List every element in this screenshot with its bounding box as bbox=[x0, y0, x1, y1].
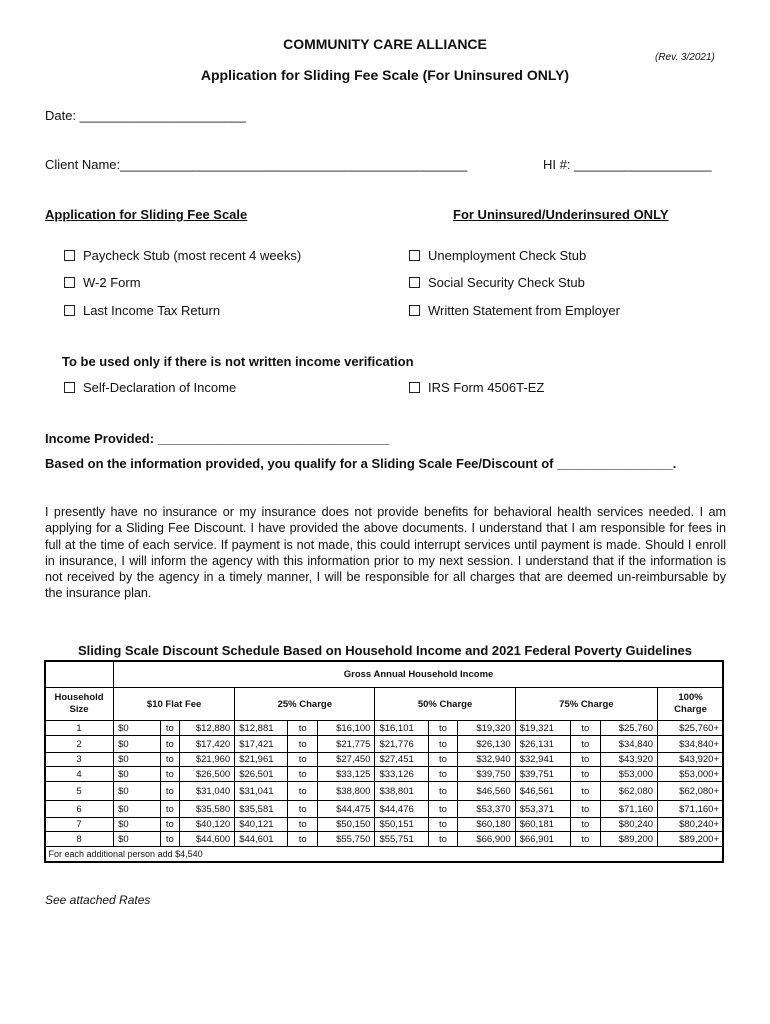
household-size-cell: 8 bbox=[45, 832, 114, 847]
income-cell: $12,880 bbox=[179, 721, 234, 736]
income-cell: $40,120 bbox=[179, 818, 234, 832]
checkbox-irs-form[interactable] bbox=[409, 380, 544, 395]
income-cell: $12,881 bbox=[235, 721, 288, 736]
table-row bbox=[45, 832, 724, 847]
range-separator: to bbox=[428, 782, 458, 801]
checkbox-label: IRS Form 4506T-EZ bbox=[428, 380, 545, 395]
checkbox-label: Social Security Check Stub bbox=[428, 275, 585, 290]
income-cell: $39,750 bbox=[458, 767, 515, 782]
range-separator: to bbox=[288, 832, 318, 847]
checkbox-label: Unemployment Check Stub bbox=[428, 248, 587, 263]
range-separator: to bbox=[160, 767, 179, 782]
household-size-cell: 1 bbox=[45, 721, 114, 736]
range-separator: to bbox=[428, 767, 458, 782]
range-separator: to bbox=[288, 782, 318, 801]
income-cell: $0 bbox=[114, 753, 161, 767]
income-cell: $89,200+ bbox=[658, 832, 724, 847]
range-separator: to bbox=[160, 818, 179, 832]
income-cell: $66,901 bbox=[515, 832, 570, 847]
uninsured-heading: For Uninsured/Underinsured ONLY bbox=[453, 207, 669, 222]
range-separator: to bbox=[288, 753, 318, 767]
income-cell: $0 bbox=[114, 818, 161, 832]
income-cell: $25,760+ bbox=[658, 721, 724, 736]
income-cell: $26,131 bbox=[515, 736, 570, 753]
income-cell: $44,601 bbox=[235, 832, 288, 847]
income-cell: $31,041 bbox=[235, 782, 288, 801]
income-cell: $53,370 bbox=[458, 801, 515, 818]
checkbox-icon[interactable] bbox=[64, 250, 75, 261]
date-field[interactable]: Date: _______________________ bbox=[45, 108, 246, 123]
income-cell: $66,900 bbox=[458, 832, 515, 847]
checkbox-icon[interactable] bbox=[64, 305, 75, 316]
range-separator: to bbox=[160, 782, 179, 801]
income-cell: $50,151 bbox=[375, 818, 428, 832]
range-separator: to bbox=[288, 721, 318, 736]
hi-number-field[interactable]: HI #: ___________________ bbox=[543, 157, 712, 172]
range-separator: to bbox=[428, 753, 458, 767]
range-separator: to bbox=[428, 818, 458, 832]
range-separator: to bbox=[288, 818, 318, 832]
range-separator: to bbox=[160, 736, 179, 753]
range-separator: to bbox=[160, 832, 179, 847]
income-cell: $0 bbox=[114, 801, 161, 818]
income-cell: $80,240+ bbox=[658, 818, 724, 832]
household-size-cell: 5 bbox=[45, 782, 114, 801]
revision-date: (Rev. 3/2021) bbox=[655, 52, 715, 63]
charge-50-header: 50% Charge bbox=[375, 688, 515, 721]
application-heading: Application for Sliding Fee Scale bbox=[45, 207, 248, 222]
range-separator: to bbox=[570, 767, 600, 782]
income-cell: $39,751 bbox=[515, 767, 570, 782]
income-cell: $0 bbox=[114, 767, 161, 782]
range-separator: to bbox=[288, 736, 318, 753]
organization-name: COMMUNITY CARE ALLIANCE bbox=[283, 36, 487, 52]
income-cell: $27,450 bbox=[318, 753, 375, 767]
income-cell: $50,150 bbox=[318, 818, 375, 832]
checkbox-icon[interactable] bbox=[409, 382, 420, 393]
checkbox-icon[interactable] bbox=[64, 382, 75, 393]
checkbox-self-declaration[interactable] bbox=[64, 380, 236, 395]
attached-rates-note: See attached Rates bbox=[45, 893, 151, 907]
income-cell: $43,920 bbox=[600, 753, 657, 767]
income-cell: $26,130 bbox=[458, 736, 515, 753]
household-size-cell: 2 bbox=[45, 736, 114, 753]
checkbox-social-security-stub[interactable] bbox=[409, 275, 585, 290]
range-separator: to bbox=[428, 832, 458, 847]
table-row bbox=[45, 721, 724, 736]
range-separator: to bbox=[570, 721, 600, 736]
income-cell: $71,160 bbox=[600, 801, 657, 818]
client-name-field[interactable]: Client Name:________________________________________________ bbox=[45, 157, 468, 172]
income-cell: $62,080+ bbox=[658, 782, 724, 801]
discount-qualification-field[interactable]: Based on the information provided, you qualify for a Sliding Scale Fee/Discount of ________________. bbox=[45, 456, 677, 471]
schedule-title: Sliding Scale Discount Schedule Based on Household Income and 2021 Federal Poverty Guidelines bbox=[77, 643, 693, 658]
household-size-cell: 3 bbox=[45, 753, 114, 767]
income-cell: $43,920+ bbox=[658, 753, 724, 767]
income-cell: $62,080 bbox=[600, 782, 657, 801]
flat-fee-header: $10 Flat Fee bbox=[114, 688, 235, 721]
table-row bbox=[45, 767, 724, 782]
checkbox-label: Paycheck Stub (most recent 4 weeks) bbox=[83, 248, 302, 263]
income-cell: $71,160+ bbox=[658, 801, 724, 818]
income-cell: $53,000+ bbox=[658, 767, 724, 782]
additional-person-note: For each additional person add $4,540 bbox=[45, 847, 724, 862]
income-cell: $55,750 bbox=[318, 832, 375, 847]
range-separator: to bbox=[160, 721, 179, 736]
income-provided-field[interactable]: Income Provided: ________________________________ bbox=[45, 431, 390, 446]
table-row bbox=[45, 782, 724, 801]
income-cell: $38,800 bbox=[318, 782, 375, 801]
checkbox-employer-statement[interactable] bbox=[409, 303, 620, 318]
income-cell: $53,000 bbox=[600, 767, 657, 782]
income-cell: $60,181 bbox=[515, 818, 570, 832]
range-separator: to bbox=[428, 736, 458, 753]
income-cell: $26,501 bbox=[235, 767, 288, 782]
income-cell: $46,561 bbox=[515, 782, 570, 801]
range-separator: to bbox=[570, 832, 600, 847]
income-cell: $0 bbox=[114, 736, 161, 753]
income-cell: $25,760 bbox=[600, 721, 657, 736]
income-cell: $33,125 bbox=[318, 767, 375, 782]
income-cell: $32,941 bbox=[515, 753, 570, 767]
income-cell: $55,751 bbox=[375, 832, 428, 847]
income-cell: $80,240 bbox=[600, 818, 657, 832]
income-cell: $38,801 bbox=[375, 782, 428, 801]
range-separator: to bbox=[570, 782, 600, 801]
income-cell: $34,840 bbox=[600, 736, 657, 753]
charge-75-header: 75% Charge bbox=[515, 688, 657, 721]
income-cell: $17,421 bbox=[235, 736, 288, 753]
income-cell: $19,320 bbox=[458, 721, 515, 736]
checkbox-label: Self-Declaration of Income bbox=[83, 380, 237, 395]
income-cell: $16,101 bbox=[375, 721, 428, 736]
checkbox-label: Last Income Tax Return bbox=[83, 303, 221, 318]
income-cell: $21,775 bbox=[318, 736, 375, 753]
income-cell: $19,321 bbox=[515, 721, 570, 736]
range-separator: to bbox=[428, 721, 458, 736]
checkbox-icon[interactable] bbox=[409, 277, 420, 288]
range-separator: to bbox=[160, 801, 179, 818]
income-cell: $53,371 bbox=[515, 801, 570, 818]
table-row bbox=[45, 801, 724, 818]
household-size-header: Household Size bbox=[45, 688, 114, 721]
checkbox-unemployment-stub[interactable] bbox=[409, 248, 586, 263]
income-cell: $46,560 bbox=[458, 782, 515, 801]
income-cell: $33,126 bbox=[375, 767, 428, 782]
range-separator: to bbox=[570, 818, 600, 832]
income-cell: $0 bbox=[114, 721, 161, 736]
income-cell: $34,840+ bbox=[658, 736, 724, 753]
charge-25-header: 25% Charge bbox=[235, 688, 375, 721]
checkbox-tax-return[interactable] bbox=[64, 303, 220, 318]
income-cell: $17,420 bbox=[179, 736, 234, 753]
household-size-cell: 7 bbox=[45, 818, 114, 832]
range-separator: to bbox=[160, 753, 179, 767]
range-separator: to bbox=[288, 801, 318, 818]
range-separator: to bbox=[428, 801, 458, 818]
household-size-cell: 6 bbox=[45, 801, 114, 818]
income-cell: $27,451 bbox=[375, 753, 428, 767]
form-title: Application for Sliding Fee Scale (For Uninsured ONLY) bbox=[200, 67, 570, 83]
checkbox-icon[interactable] bbox=[409, 250, 420, 261]
checkbox-icon[interactable] bbox=[64, 277, 75, 288]
range-separator: to bbox=[570, 753, 600, 767]
checkbox-paycheck-stub[interactable] bbox=[64, 248, 301, 263]
income-cell: $35,580 bbox=[179, 801, 234, 818]
income-cell: $16,100 bbox=[318, 721, 375, 736]
household-size-cell: 4 bbox=[45, 767, 114, 782]
income-cell: $35,581 bbox=[235, 801, 288, 818]
income-cell: $0 bbox=[114, 782, 161, 801]
checkbox-icon[interactable] bbox=[409, 305, 420, 316]
no-written-verification-heading: To be used only if there is not written income verification bbox=[62, 354, 414, 369]
income-cell: $0 bbox=[114, 832, 161, 847]
income-cell: $40,121 bbox=[235, 818, 288, 832]
charge-100-header: 100% Charge bbox=[658, 688, 724, 721]
income-cell: $26,500 bbox=[179, 767, 234, 782]
checkbox-label: W-2 Form bbox=[83, 275, 141, 290]
income-cell: $21,776 bbox=[375, 736, 428, 753]
income-cell: $44,476 bbox=[375, 801, 428, 818]
income-cell: $21,961 bbox=[235, 753, 288, 767]
range-separator: to bbox=[570, 736, 600, 753]
gross-income-header: Gross Annual Household Income bbox=[114, 661, 724, 688]
income-cell: $44,600 bbox=[179, 832, 234, 847]
income-cell: $32,940 bbox=[458, 753, 515, 767]
table-row bbox=[45, 818, 724, 832]
applicant-statement: I presently have no insurance or my insurance does not provide benefits for behavioral health services needed. I am applying for a Sliding Fee Discount. I have provided the above documents. I understand that I am responsible for fees in full at the time of each service. If payment is not made, this could interrupt services until payment is made. Should I enroll in insurance, I will inform the agency with this information prior to my next session. I understand that if the information is not received by the agency in a timely manner, I will be responsible for all charges that are deemed un-reimbursable by the insurance plan. bbox=[45, 505, 726, 601]
income-cell: $89,200 bbox=[600, 832, 657, 847]
range-separator: to bbox=[288, 767, 318, 782]
range-separator: to bbox=[570, 801, 600, 818]
income-cell: $44,475 bbox=[318, 801, 375, 818]
table-row bbox=[45, 736, 724, 753]
sliding-fee-table bbox=[44, 660, 724, 861]
checkbox-label: Written Statement from Employer bbox=[428, 303, 620, 318]
income-cell: $31,040 bbox=[179, 782, 234, 801]
income-cell: $60,180 bbox=[458, 818, 515, 832]
income-cell: $21,960 bbox=[179, 753, 234, 767]
checkbox-w2-form[interactable] bbox=[64, 275, 141, 290]
table-row bbox=[45, 753, 724, 767]
